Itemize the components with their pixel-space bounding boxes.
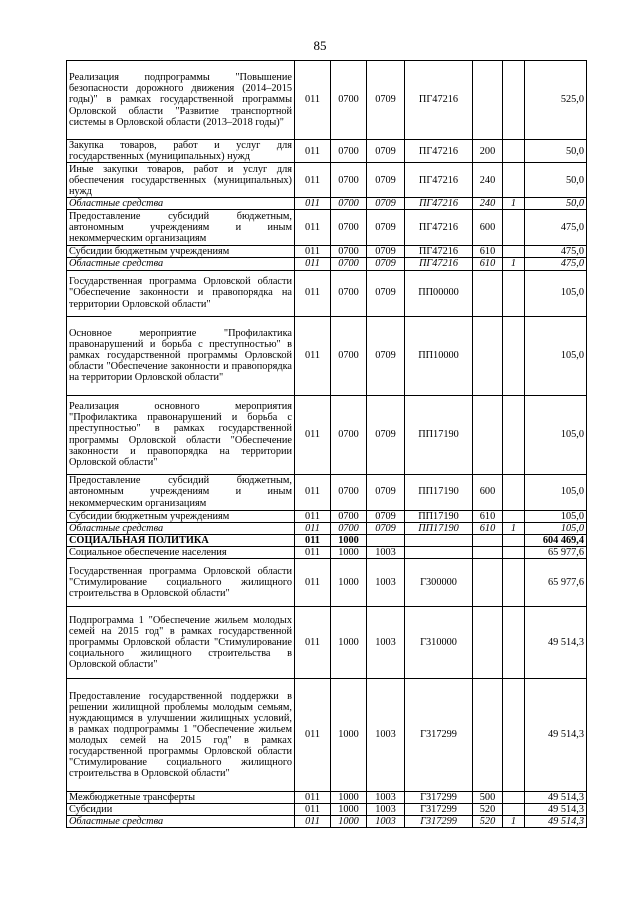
cell-ved: 011 bbox=[295, 546, 331, 558]
cell-ved: 011 bbox=[295, 258, 331, 270]
cell-expense-type: 610 bbox=[473, 258, 503, 270]
table-row bbox=[67, 258, 587, 270]
cell-target-code: ПП17190 bbox=[405, 395, 473, 474]
cell-amount: 105,0 bbox=[525, 474, 587, 510]
cell-ved: 011 bbox=[295, 270, 331, 316]
cell-source bbox=[503, 140, 525, 163]
cell-amount: 475,0 bbox=[525, 246, 587, 258]
cell-target-code: ПГ47216 bbox=[405, 140, 473, 163]
cell-target-code: ПГ47216 bbox=[405, 198, 473, 210]
cell-section: 0700 bbox=[331, 474, 367, 510]
cell-name: Субсидии бюджетным учреждениям bbox=[67, 246, 295, 258]
cell-section: 1000 bbox=[331, 791, 367, 803]
cell-source bbox=[503, 474, 525, 510]
cell-expense-type bbox=[473, 316, 503, 395]
table-row bbox=[67, 210, 587, 246]
cell-source bbox=[503, 163, 525, 198]
cell-target-code bbox=[405, 546, 473, 558]
cell-ved: 011 bbox=[295, 606, 331, 678]
cell-amount: 475,0 bbox=[525, 258, 587, 270]
cell-amount: 475,0 bbox=[525, 210, 587, 246]
cell-subsection: 0709 bbox=[367, 522, 405, 534]
cell-ved: 011 bbox=[295, 558, 331, 606]
cell-expense-type: 610 bbox=[473, 522, 503, 534]
table-row bbox=[67, 510, 587, 522]
cell-amount: 50,0 bbox=[525, 198, 587, 210]
cell-name: Областные средства bbox=[67, 258, 295, 270]
cell-name: Субсидии bbox=[67, 804, 295, 816]
budget-table-body bbox=[67, 61, 587, 828]
cell-section: 0700 bbox=[331, 258, 367, 270]
cell-name: Государственная программа Орловской области "Обеспечение законности и правопорядка на территории Орловской области" bbox=[67, 270, 295, 316]
table-row bbox=[67, 558, 587, 606]
cell-ved: 011 bbox=[295, 140, 331, 163]
cell-amount: 65 977,6 bbox=[525, 546, 587, 558]
cell-target-code: ПГ47216 bbox=[405, 163, 473, 198]
cell-target-code: Г317299 bbox=[405, 791, 473, 803]
table-row bbox=[67, 163, 587, 198]
cell-subsection: 1003 bbox=[367, 546, 405, 558]
cell-target-code: ПП00000 bbox=[405, 270, 473, 316]
table-row bbox=[67, 606, 587, 678]
cell-expense-type bbox=[473, 395, 503, 474]
cell-source bbox=[503, 804, 525, 816]
cell-target-code: Г317299 bbox=[405, 678, 473, 791]
cell-ved: 011 bbox=[295, 678, 331, 791]
cell-expense-type: 240 bbox=[473, 198, 503, 210]
cell-subsection: 0709 bbox=[367, 140, 405, 163]
cell-name: Основное мероприятие "Профилактика правонарушений и борьба с преступностью" в рамках государственной программы Орловской области "Обеспечение законности и правопорядка на территории Орловской области" bbox=[67, 316, 295, 395]
cell-ved: 011 bbox=[295, 804, 331, 816]
cell-ved: 011 bbox=[295, 534, 331, 546]
cell-section: 0700 bbox=[331, 522, 367, 534]
cell-amount: 49 514,3 bbox=[525, 606, 587, 678]
cell-expense-type bbox=[473, 546, 503, 558]
cell-subsection: 0709 bbox=[367, 198, 405, 210]
cell-ved: 011 bbox=[295, 61, 331, 140]
cell-name: Межбюджетные трансферты bbox=[67, 791, 295, 803]
cell-section: 0700 bbox=[331, 61, 367, 140]
cell-target-code: ПП17190 bbox=[405, 510, 473, 522]
cell-subsection: 0709 bbox=[367, 474, 405, 510]
cell-expense-type bbox=[473, 606, 503, 678]
cell-expense-type bbox=[473, 61, 503, 140]
cell-section: 1000 bbox=[331, 678, 367, 791]
cell-target-code: Г317299 bbox=[405, 816, 473, 828]
table-row bbox=[67, 791, 587, 803]
page-number: 85 bbox=[313, 38, 327, 53]
cell-amount: 50,0 bbox=[525, 163, 587, 198]
cell-name: Закупка товаров, работ и услуг для государственных (муниципальных) нужд bbox=[67, 140, 295, 163]
cell-section: 1000 bbox=[331, 606, 367, 678]
cell-ved: 011 bbox=[295, 316, 331, 395]
cell-name: Субсидии бюджетным учреждениям bbox=[67, 510, 295, 522]
cell-source: 1 bbox=[503, 258, 525, 270]
cell-amount: 604 469,4 bbox=[525, 534, 587, 546]
cell-source: 1 bbox=[503, 198, 525, 210]
cell-subsection: 0709 bbox=[367, 163, 405, 198]
table-row bbox=[67, 804, 587, 816]
cell-expense-type: 520 bbox=[473, 816, 503, 828]
cell-source bbox=[503, 606, 525, 678]
cell-subsection: 0709 bbox=[367, 258, 405, 270]
table-row bbox=[67, 198, 587, 210]
cell-name: Предоставление субсидий бюджетным, автономным учреждениям и иным некоммерческим организациям bbox=[67, 210, 295, 246]
cell-expense-type bbox=[473, 678, 503, 791]
cell-subsection: 0709 bbox=[367, 270, 405, 316]
cell-ved: 011 bbox=[295, 163, 331, 198]
cell-expense-type: 610 bbox=[473, 246, 503, 258]
cell-target-code bbox=[405, 534, 473, 546]
budget-table bbox=[66, 60, 587, 828]
cell-source bbox=[503, 791, 525, 803]
cell-ved: 011 bbox=[295, 395, 331, 474]
cell-expense-type: 240 bbox=[473, 163, 503, 198]
cell-subsection: 1003 bbox=[367, 558, 405, 606]
cell-name: СОЦИАЛЬНАЯ ПОЛИТИКА bbox=[67, 534, 295, 546]
cell-name: Областные средства bbox=[67, 198, 295, 210]
cell-section: 0700 bbox=[331, 140, 367, 163]
cell-ved: 011 bbox=[295, 474, 331, 510]
cell-source bbox=[503, 246, 525, 258]
cell-subsection bbox=[367, 534, 405, 546]
cell-source bbox=[503, 534, 525, 546]
cell-subsection: 1003 bbox=[367, 816, 405, 828]
table-row bbox=[67, 316, 587, 395]
cell-section: 0700 bbox=[331, 395, 367, 474]
cell-expense-type: 600 bbox=[473, 474, 503, 510]
cell-subsection: 1003 bbox=[367, 791, 405, 803]
cell-section: 0700 bbox=[331, 510, 367, 522]
table-row bbox=[67, 678, 587, 791]
cell-amount: 49 514,3 bbox=[525, 791, 587, 803]
table-row bbox=[67, 474, 587, 510]
cell-amount: 525,0 bbox=[525, 61, 587, 140]
cell-subsection: 0709 bbox=[367, 61, 405, 140]
table-row bbox=[67, 246, 587, 258]
cell-amount: 49 514,3 bbox=[525, 804, 587, 816]
cell-expense-type bbox=[473, 270, 503, 316]
cell-ved: 011 bbox=[295, 791, 331, 803]
cell-subsection: 0709 bbox=[367, 246, 405, 258]
cell-expense-type: 520 bbox=[473, 804, 503, 816]
cell-amount: 105,0 bbox=[525, 270, 587, 316]
table-row bbox=[67, 546, 587, 558]
table-row bbox=[67, 816, 587, 828]
cell-section: 1000 bbox=[331, 558, 367, 606]
cell-source bbox=[503, 678, 525, 791]
table-row bbox=[67, 522, 587, 534]
cell-subsection: 1003 bbox=[367, 678, 405, 791]
cell-name: Предоставление государственной поддержки в решении жилищной проблемы молодым семьям, нуждающимся в улучшении жилищных условий, в рамках подпрограммы 1 "Обеспечение жильем молодых семей на 2015 год" в рамках государственной программы Орловской области "Стимулирование социального жилищного строительства в Орловской области" bbox=[67, 678, 295, 791]
cell-amount: 105,0 bbox=[525, 522, 587, 534]
cell-target-code: ПП17190 bbox=[405, 474, 473, 510]
cell-source bbox=[503, 546, 525, 558]
cell-source bbox=[503, 61, 525, 140]
cell-target-code: ПГ47216 bbox=[405, 258, 473, 270]
cell-target-code: Г310000 bbox=[405, 606, 473, 678]
table-row bbox=[67, 395, 587, 474]
cell-source bbox=[503, 316, 525, 395]
cell-name: Социальное обеспечение населения bbox=[67, 546, 295, 558]
cell-amount: 105,0 bbox=[525, 395, 587, 474]
cell-target-code: ПГ47216 bbox=[405, 61, 473, 140]
cell-subsection: 0709 bbox=[367, 316, 405, 395]
cell-subsection: 0709 bbox=[367, 510, 405, 522]
cell-section: 0700 bbox=[331, 210, 367, 246]
cell-ved: 011 bbox=[295, 816, 331, 828]
cell-target-code: ПГ47216 bbox=[405, 246, 473, 258]
cell-amount: 49 514,3 bbox=[525, 816, 587, 828]
cell-section: 0700 bbox=[331, 246, 367, 258]
cell-subsection: 0709 bbox=[367, 210, 405, 246]
cell-name: Областные средства bbox=[67, 522, 295, 534]
cell-subsection: 1003 bbox=[367, 606, 405, 678]
cell-expense-type: 610 bbox=[473, 510, 503, 522]
cell-expense-type: 600 bbox=[473, 210, 503, 246]
cell-target-code: ПП10000 bbox=[405, 316, 473, 395]
cell-amount: 65 977,6 bbox=[525, 558, 587, 606]
cell-name: Государственная программа Орловской области "Стимулирование социального жилищного строительства в Орловской области" bbox=[67, 558, 295, 606]
cell-ved: 011 bbox=[295, 510, 331, 522]
cell-expense-type: 200 bbox=[473, 140, 503, 163]
cell-name: Реализация основного мероприятия "Профилактика правонарушений и борьба с преступностью" в рамках государственной программы Орловской области "Обеспечение законности и правопорядка на территории Орловской области" bbox=[67, 395, 295, 474]
cell-section: 0700 bbox=[331, 198, 367, 210]
cell-section: 1000 bbox=[331, 804, 367, 816]
cell-amount: 105,0 bbox=[525, 510, 587, 522]
cell-ved: 011 bbox=[295, 198, 331, 210]
cell-ved: 011 bbox=[295, 246, 331, 258]
cell-name: Подпрограмма 1 "Обеспечение жильем молодых семей на 2015 год" в рамках государственной программы Орловской области "Стимулирование социального жилищного строительства в Орловской области" bbox=[67, 606, 295, 678]
cell-source bbox=[503, 270, 525, 316]
cell-section: 1000 bbox=[331, 534, 367, 546]
cell-section: 0700 bbox=[331, 163, 367, 198]
cell-ved: 011 bbox=[295, 210, 331, 246]
cell-expense-type bbox=[473, 558, 503, 606]
cell-source bbox=[503, 558, 525, 606]
table-row bbox=[67, 140, 587, 163]
cell-source bbox=[503, 395, 525, 474]
cell-name: Предоставление субсидий бюджетным, автономным учреждениям и иным некоммерческим организациям bbox=[67, 474, 295, 510]
cell-name: Областные средства bbox=[67, 816, 295, 828]
cell-amount: 50,0 bbox=[525, 140, 587, 163]
cell-section: 0700 bbox=[331, 316, 367, 395]
cell-name: Иные закупки товаров, работ и услуг для обеспечения государственных (муниципальных) нужд bbox=[67, 163, 295, 198]
cell-name: Реализация подпрограммы "Повышение безопасности дорожного движения (2014–2015 годы)" в рамках государственной программы Орловской области "Развитие транспортной системы в Орловской области (2013–2018 годы)" bbox=[67, 61, 295, 140]
cell-source: 1 bbox=[503, 816, 525, 828]
cell-amount: 105,0 bbox=[525, 316, 587, 395]
cell-target-code: Г300000 bbox=[405, 558, 473, 606]
cell-target-code: Г317299 bbox=[405, 804, 473, 816]
cell-subsection: 1003 bbox=[367, 804, 405, 816]
cell-ved: 011 bbox=[295, 522, 331, 534]
table-row bbox=[67, 270, 587, 316]
cell-section: 0700 bbox=[331, 270, 367, 316]
cell-expense-type bbox=[473, 534, 503, 546]
table-row bbox=[67, 61, 587, 140]
cell-subsection: 0709 bbox=[367, 395, 405, 474]
cell-source: 1 bbox=[503, 522, 525, 534]
cell-source bbox=[503, 510, 525, 522]
cell-amount: 49 514,3 bbox=[525, 678, 587, 791]
cell-target-code: ПП17190 bbox=[405, 522, 473, 534]
cell-source bbox=[503, 210, 525, 246]
table-row bbox=[67, 534, 587, 546]
cell-section: 1000 bbox=[331, 546, 367, 558]
cell-section: 1000 bbox=[331, 816, 367, 828]
cell-target-code: ПГ47216 bbox=[405, 210, 473, 246]
cell-expense-type: 500 bbox=[473, 791, 503, 803]
